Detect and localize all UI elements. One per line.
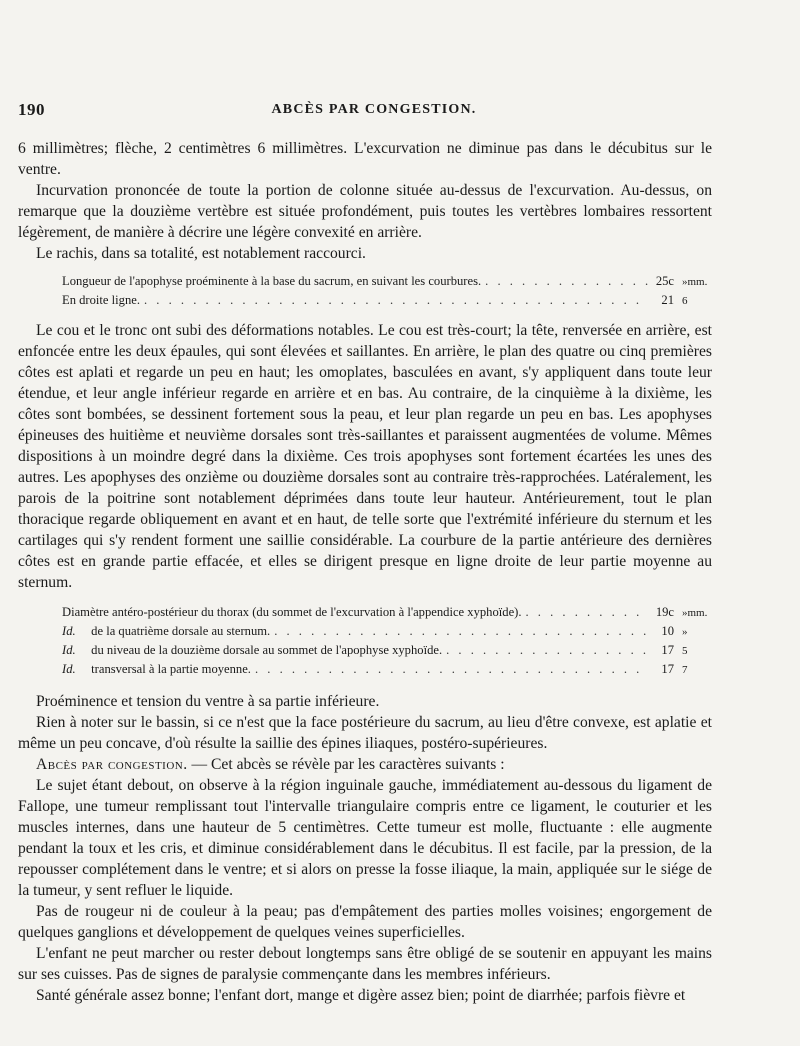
row-label-text: du niveau de la douzième dorsale au sommet de l'apophyse xyphoïde. [91, 643, 443, 657]
paragraph: 6 millimètres; flèche, 2 centimètres 6 millimètres. L'excurvation ne diminue pas dans le décubitus sur le ventre. [18, 140, 712, 178]
paragraph: Incurvation prononcée de toute la portion de colonne située au-dessus de l'excurvation. Au-dessus, on remarque que la douzième vertèbre est située profondément, puis toutes les vertèbres lombaires ressortent légèrement, de manière à décrire une légère convexité en arrière. [18, 182, 712, 241]
measurement-table-spine [62, 272, 712, 310]
paragraph: Santé générale assez bonne; l'enfant dort, mange et digère assez bien; point de diarrhée; parfois fièvre et [36, 987, 686, 1004]
value-cm: 19c [655, 605, 674, 619]
section-title: Abcès par congestion. [36, 756, 188, 773]
table-row [62, 603, 712, 622]
id-prefix: Id. [62, 624, 76, 638]
section-intro: — Cet abcès se révèle par les caractères suivants : [187, 756, 505, 773]
leader-dots [481, 272, 648, 290]
leader-dots [522, 603, 649, 621]
leader-dots [442, 641, 648, 659]
value-cm: 17 [661, 662, 674, 676]
value-mm: »mm. [682, 276, 708, 288]
table-row [62, 291, 712, 310]
row-label: En droite ligne. [62, 293, 140, 307]
paragraph: L'enfant ne peut marcher ou rester debout longtemps sans être obligé de se soutenir en appuyant les mains sur ses cuisses. Pas de signes de paralysie commençante dans les membres inférieurs. [18, 945, 712, 983]
row-label-text: de la quatrième dorsale au sternum. [91, 624, 271, 638]
value-cm: 10 [661, 624, 674, 638]
row-label [62, 660, 251, 678]
id-prefix: Id. [62, 643, 76, 657]
running-head: ABCÈS PAR CONGESTION. [271, 102, 477, 117]
paragraph: Pas de rougeur ni de couleur à la peau; pas d'empâtement des parties molles voisines; engorgement de quelques ganglions et développement de quelques veines superficielles. [18, 903, 712, 941]
table-row [62, 641, 712, 660]
leader-dots [270, 622, 648, 640]
row-label-text: transversal à la partie moyenne. [91, 662, 251, 676]
value-cm: 25c [655, 274, 674, 288]
row-label: Longueur de l'apophyse proéminente à la base du sacrum, en suivant les courbures. [62, 274, 482, 288]
paragraph: Le sujet étant debout, on observe à la région inguinale gauche, immédiatement au-dessous du ligament de Fallope, une tumeur remplissant tout l'intervalle triangulaire compris entre ce ligament, le couturier et les muscles internes, dans une hauteur de 5 centimètres. Cette tumeur est molle, fluctuante : elle augmente pendant la toux et les cris, et diminue considérablement dans le décubitus. Il est facile, par la pression, de la repousser complétement dans le ventre; et si alors on presse la fosse iliaque, la main, appliquée sur le siége de la tumeur, y sent refluer le liquide. [18, 777, 712, 899]
measurement-table-thorax [62, 603, 712, 679]
id-prefix: Id. [62, 662, 76, 676]
page-number: 190 [18, 100, 45, 119]
leader-dots [140, 291, 648, 309]
paragraph: Le cou et le tronc ont subi des déformations notables. Le cou est très-court; la tête, renversée en arrière, est enfoncée entre les deux épaules, qui sont élevées et saillantes. En arrière, le plan des quatre ou cinq premières côtes est aplati et regarde un peu en haut; les omoplates, basculées en avant, s'y appliquent dans toute leur étendue, et leur angle inférieur regarde en arrière et en bas. Au contraire, de la cinquième à la dixième, les côtes sont bombées, se dessinent fortement sous la peau, et leur plan regarde un peu en bas. Les apophyses épineuses des huitième et neuvième dorsales sont très-saillantes et paraissent augmentées de volume. Mêmes dispositions à un moindre degré dans la dixième. Ces trois apophyses sont fortement écartées les unes des autres. Les apophyses des onzième ou douzième dorsales sont au contraire très-rapprochées. Latéralement, les parois de la poitrine sont notablement déprimées dans toute leur hauteur. Antérieurement, tout le plan thoracique regarde obliquement en avant et en haut, de telle sorte que l'extrémité inférieure du sternum et les cartilages qui s'y rendent forment une saillie considérable. La courbure de la partie antérieure des dernières côtes est en grande partie effacée, et elles se dirigent presque en ligne droite de leur partie moyenne au sternum. [18, 322, 712, 591]
value-mm: 7 [682, 664, 688, 676]
row-label: Diamètre antéro-postérieur du thorax (du sommet de l'excurvation à l'appendice xyphoïde). [62, 605, 522, 619]
page-body [18, 138, 712, 1006]
value-mm: » [682, 626, 688, 638]
value-cm: 17 [661, 643, 674, 657]
leader-dots [251, 660, 648, 678]
table-row [62, 622, 712, 641]
table-row [62, 272, 712, 291]
value-mm: 6 [682, 295, 688, 307]
row-label [62, 622, 270, 640]
paragraph: Rien à noter sur le bassin, si ce n'est que la face postérieure du sacrum, au lieu d'être convexe, est aplatie et même un peu concave, d'où résulte la saillie des épines iliaques, postéro-supérieures. [18, 714, 712, 752]
value-mm: »mm. [682, 607, 708, 619]
row-label [62, 641, 442, 659]
page-header [18, 100, 730, 124]
value-mm: 5 [682, 645, 688, 657]
table-row [62, 660, 712, 679]
section-paragraph [18, 754, 712, 775]
value-cm: 21 [661, 293, 674, 307]
paragraph: Le rachis, dans sa totalité, est notablement raccourci. [36, 245, 366, 262]
paragraph: Proéminence et tension du ventre à sa partie inférieure. [36, 693, 380, 710]
